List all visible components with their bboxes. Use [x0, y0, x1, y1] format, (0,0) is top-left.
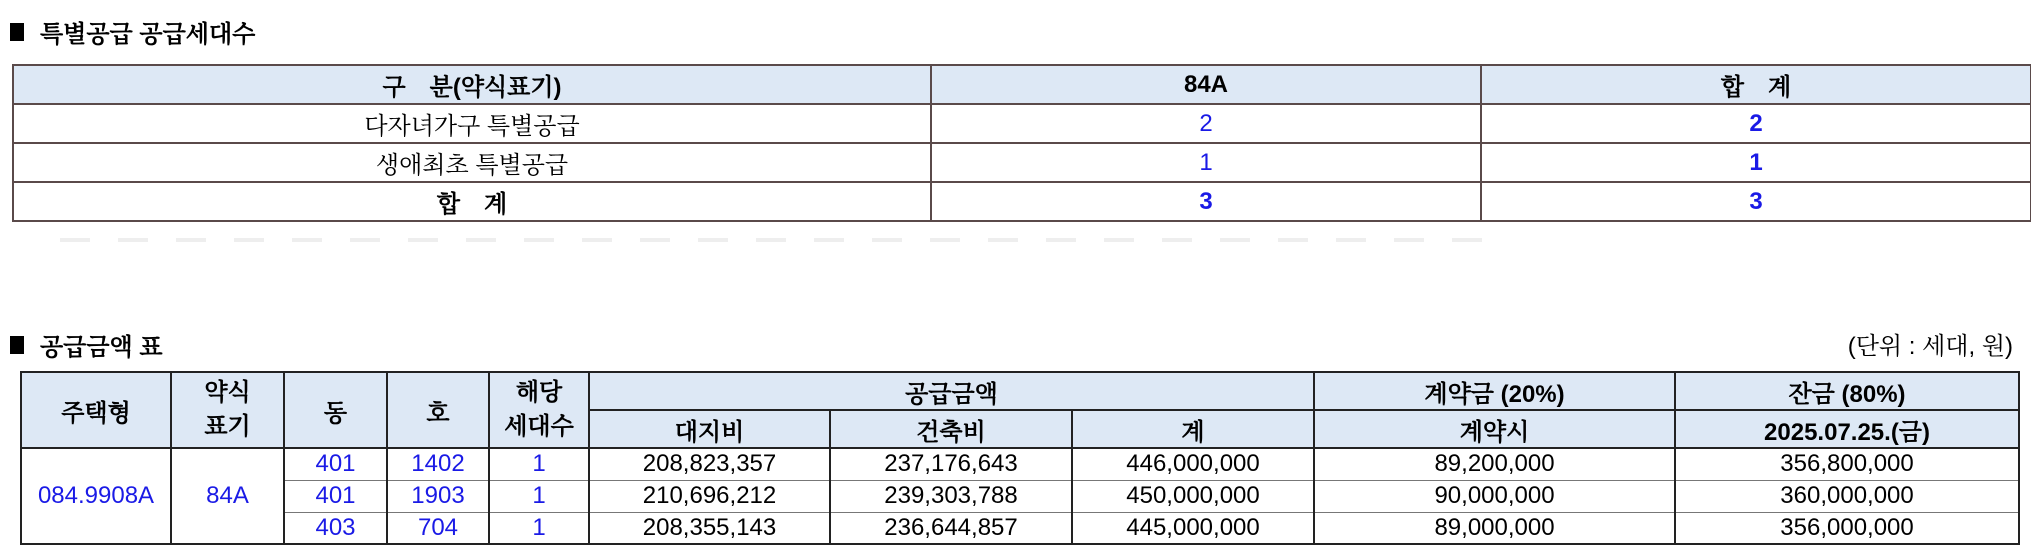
cell-abbr: 84A — [171, 448, 284, 544]
header-dong: 동 — [284, 372, 387, 448]
section-title-text: 공급금액 표 — [40, 334, 163, 361]
cell-ho: 1903 — [387, 480, 489, 512]
cell-total: 450,000,000 — [1072, 480, 1314, 512]
header-supply-price: 공급금액 — [589, 372, 1314, 410]
header-deposit-when: 계약시 — [1314, 410, 1675, 448]
header-building: 건축비 — [830, 410, 1072, 448]
section-title-text: 특별공급 공급세대수 — [40, 21, 256, 48]
row-label: 다자녀가구 특별공급 — [13, 104, 931, 143]
table-row — [13, 143, 2031, 182]
table-row — [21, 480, 2019, 512]
cell-balance: 356,000,000 — [1675, 512, 2019, 544]
cell-deposit: 89,000,000 — [1314, 512, 1675, 544]
row-value: 2 — [931, 104, 1481, 143]
cell-deposit: 89,200,000 — [1314, 448, 1675, 480]
header-housing-type: 주택형 — [21, 372, 171, 448]
cell-land: 210,696,212 — [589, 480, 830, 512]
table-row — [13, 104, 2031, 143]
cell-units: 1 — [489, 512, 589, 544]
cell-dong: 403 — [284, 512, 387, 544]
row-total: 1 — [1481, 143, 2031, 182]
header-units: 해당 세대수 — [489, 372, 589, 448]
special-supply-table — [12, 64, 2031, 222]
header-type-84a: 84A — [931, 65, 1481, 104]
header-category: 구 분(약식표기) — [13, 65, 931, 104]
row-value: 1 — [931, 143, 1481, 182]
header-ho: 호 — [387, 372, 489, 448]
row-label: 합 계 — [13, 182, 931, 221]
cell-land: 208,823,357 — [589, 448, 830, 480]
header-balance: 잔금 (80%) — [1675, 372, 2019, 410]
header-total: 계 — [1072, 410, 1314, 448]
cell-dong: 401 — [284, 480, 387, 512]
cell-deposit: 90,000,000 — [1314, 480, 1675, 512]
row-total: 3 — [1481, 182, 2031, 221]
cell-land: 208,355,143 — [589, 512, 830, 544]
cell-building: 239,303,788 — [830, 480, 1072, 512]
cell-balance: 360,000,000 — [1675, 480, 2019, 512]
cell-balance: 356,800,000 — [1675, 448, 2019, 480]
faint-divider — [60, 238, 1500, 242]
header-total: 합 계 — [1481, 65, 2031, 104]
header-balance-date: 2025.07.25.(금) — [1675, 410, 2019, 448]
cell-ho: 704 — [387, 512, 489, 544]
bullet-square-icon — [10, 336, 24, 354]
row-value: 3 — [931, 182, 1481, 221]
supply-price-table — [20, 371, 2020, 545]
section-title-supply-price — [10, 327, 163, 362]
cell-building: 237,176,643 — [830, 448, 1072, 480]
header-land: 대지비 — [589, 410, 830, 448]
cell-total: 446,000,000 — [1072, 448, 1314, 480]
table-header-row — [21, 372, 2019, 410]
cell-ho: 1402 — [387, 448, 489, 480]
table-row — [21, 512, 2019, 544]
cell-total: 445,000,000 — [1072, 512, 1314, 544]
table-header-row — [13, 65, 2031, 104]
header-abbr: 약식 표기 — [171, 372, 284, 448]
cell-units: 1 — [489, 480, 589, 512]
table-row — [21, 448, 2019, 480]
table-total-row — [13, 182, 2031, 221]
bullet-square-icon — [10, 23, 24, 41]
section-title-special-supply — [10, 14, 255, 49]
cell-units: 1 — [489, 448, 589, 480]
row-total: 2 — [1481, 104, 2031, 143]
cell-building: 236,644,857 — [830, 512, 1072, 544]
cell-housing-type: 084.9908A — [21, 448, 171, 544]
row-label: 생애최초 특별공급 — [13, 143, 931, 182]
unit-note: (단위 : 세대, 원) — [1847, 333, 2013, 360]
header-deposit: 계약금 (20%) — [1314, 372, 1675, 410]
cell-dong: 401 — [284, 448, 387, 480]
